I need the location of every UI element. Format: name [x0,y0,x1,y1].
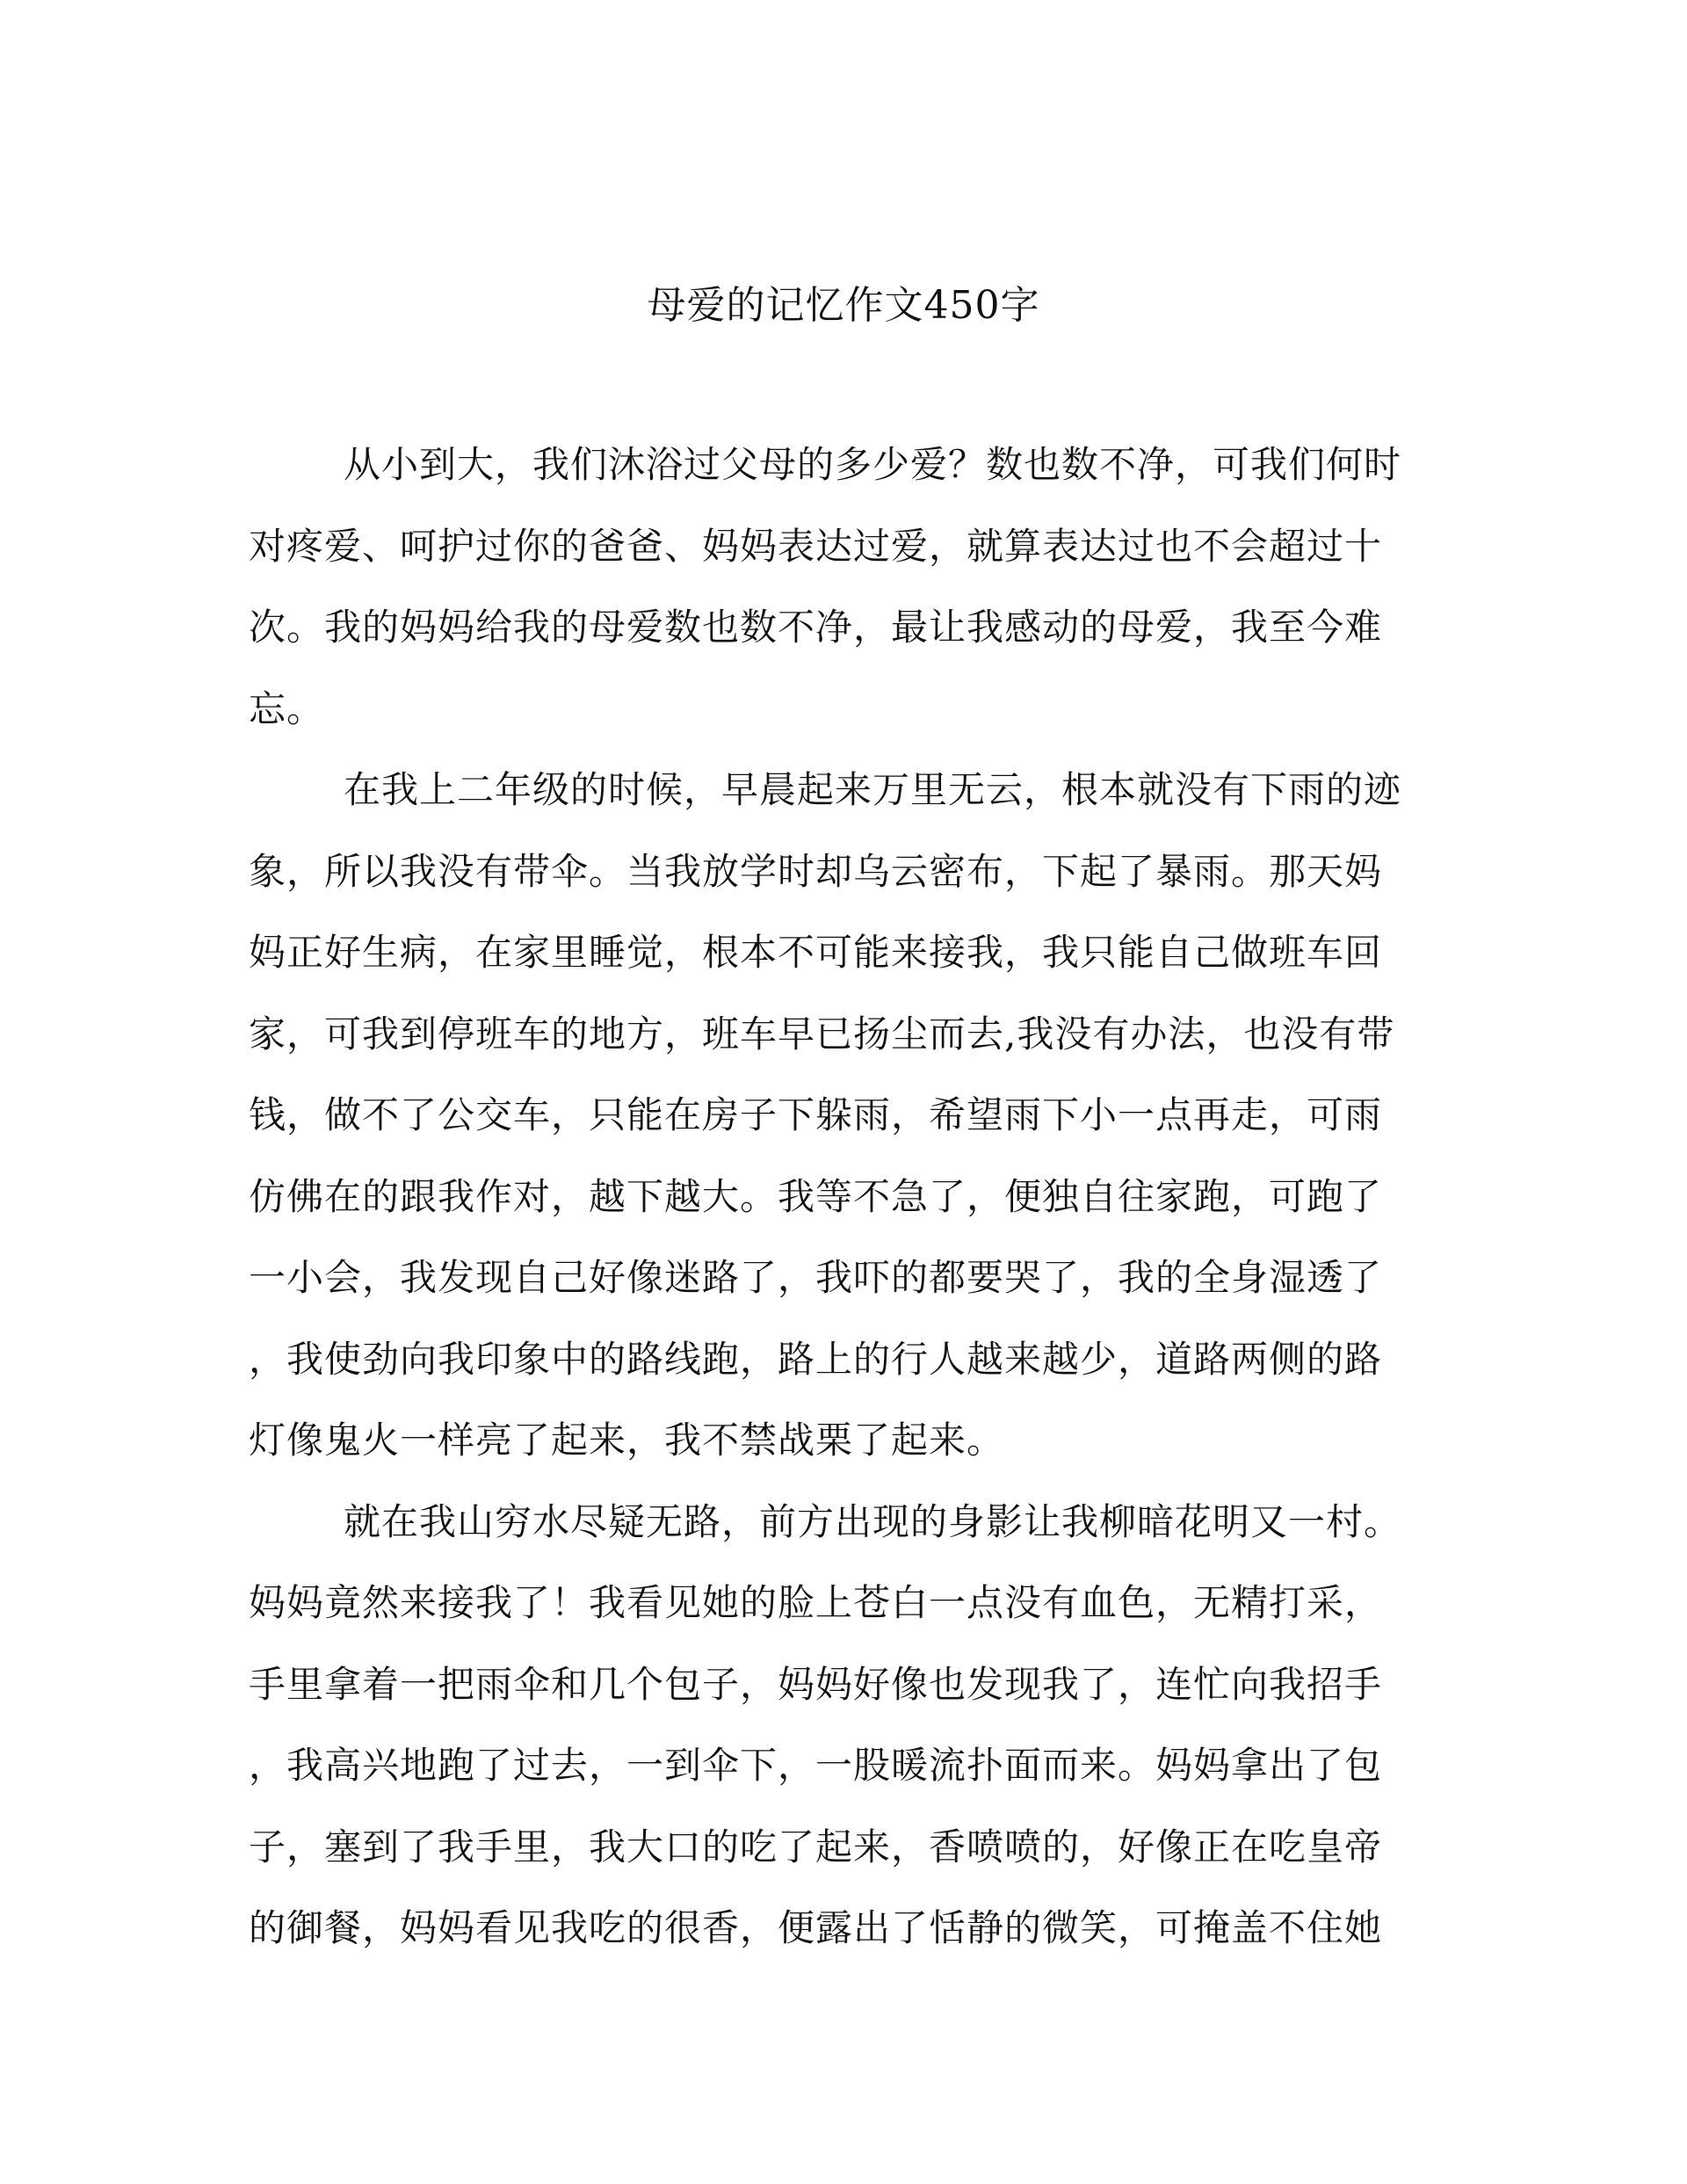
text-line: 对疼爱、呵护过你的爸爸、妈妈表达过爱，就算表达过也不会超过十 [249,524,1383,568]
text-line: 一小会，我发现自己好像迷路了，我吓的都要哭了，我的全身湿透了 [249,1256,1383,1299]
text-line: 忘。 [249,686,325,730]
text-line: 妈妈竟然来接我了！我看见她的脸上苍白一点没有血色，无精打采， [249,1581,1383,1624]
essay-body [249,434,1430,1979]
text-line: ，我使劲向我印象中的路线跑，路上的行人越来越少，道路两侧的路 [249,1337,1383,1381]
text-line: 钱，做不了公交车，只能在房子下躲雨，希望雨下小一点再走，可雨 [249,1093,1383,1136]
text-line: 次。我的妈妈给我的母爱数也数不净，最让我感动的母爱，我至今难 [249,606,1383,649]
text-line: 灯像鬼火一样亮了起来，我不禁战栗了起来。 [249,1419,1005,1462]
text-line: 就在我山穷水尽疑无路，前方出现的身影让我柳暗花明又一村。 [344,1499,1402,1543]
text-line: 的御餐，妈妈看见我吃的很香，便露出了恬静的微笑，可掩盖不住她 [249,1906,1383,1949]
text-line: ，我高兴地跑了过去，一到伞下，一股暖流扑面而来。妈妈拿出了包 [249,1744,1383,1787]
document-title: 母爱的记忆作文450字 [647,283,1040,328]
text-line: 家，可我到停班车的地方，班车早已扬尘而去,我没有办法，也没有带 [249,1012,1395,1056]
text-line: 仿佛在的跟我作对，越下越大。我等不急了，便独自往家跑，可跑了 [249,1174,1383,1218]
text-line: 在我上二年级的时候，早晨起来万里无云，根本就没有下雨的迹 [344,768,1402,811]
text-line: 象，所以我没有带伞。当我放学时却乌云密布，下起了暴雨。那天妈 [249,849,1383,893]
text-line: 妈正好生病，在家里睡觉，根本不可能来接我，我只能自己做班车回 [249,931,1383,974]
text-line: 子，塞到了我手里，我大口的吃了起来，香喷喷的，好像正在吃皇帝 [249,1825,1383,1868]
text-line: 从小到大，我们沐浴过父母的多少爱？数也数不净，可我们何时 [344,443,1402,486]
text-line: 手里拿着一把雨伞和几个包子，妈妈好像也发现我了，连忙向我招手 [249,1662,1383,1706]
